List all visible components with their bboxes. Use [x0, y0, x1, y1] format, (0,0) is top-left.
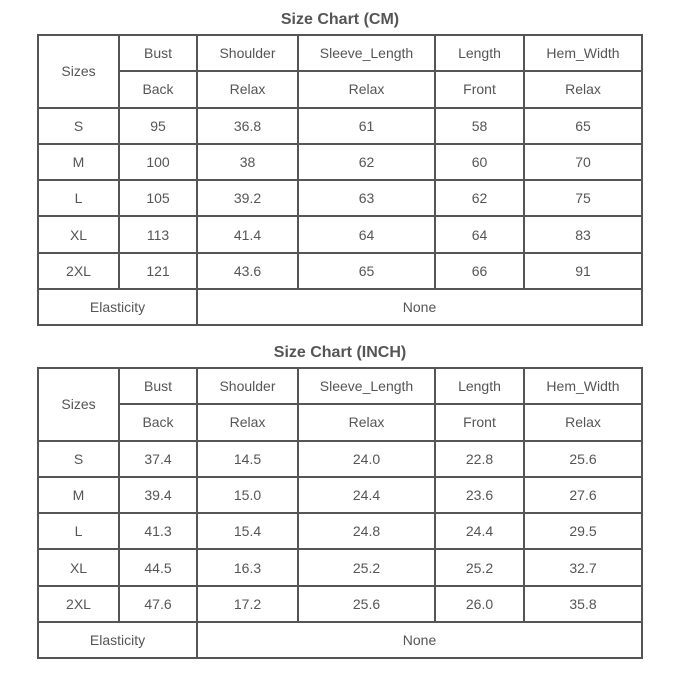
measure-header-cell: Length — [435, 35, 524, 71]
measurement-cell: 105 — [119, 180, 197, 216]
fit-note-cell: Relax — [524, 71, 642, 107]
measurement-cell: 66 — [435, 253, 524, 289]
measurement-cell: 17.2 — [197, 586, 298, 622]
measurement-cell: 41.4 — [197, 216, 298, 252]
measurement-cell: 62 — [435, 180, 524, 216]
table-row — [38, 108, 642, 144]
measurement-cell: 64 — [298, 216, 435, 252]
measure-header-cell: Bust — [119, 368, 197, 404]
measurement-cell: 63 — [298, 180, 435, 216]
measurement-cell: 27.6 — [524, 477, 642, 513]
table-row — [38, 180, 642, 216]
size-label-cell: L — [38, 180, 119, 216]
measurement-cell: 22.8 — [435, 441, 524, 477]
table-row — [38, 253, 642, 289]
measurement-cell: 26.0 — [435, 586, 524, 622]
measure-header-cell: Sleeve_Length — [298, 35, 435, 71]
table-row — [38, 586, 642, 622]
fit-note-cell: Relax — [298, 404, 435, 440]
measurement-cell: 95 — [119, 108, 197, 144]
table-row — [38, 144, 642, 180]
size-chart-inch-title: Size Chart (INCH) — [273, 344, 407, 361]
measurement-cell: 24.4 — [298, 477, 435, 513]
fit-note-cell: Relax — [197, 71, 298, 107]
measurement-cell: 15.4 — [197, 513, 298, 549]
header-row-measures — [38, 35, 642, 71]
measurement-cell: 25.2 — [298, 549, 435, 585]
size-label-cell: XL — [38, 216, 119, 252]
fit-note-cell: Relax — [524, 404, 642, 440]
table-row — [38, 441, 642, 477]
elasticity-label-cell: Elasticity — [38, 289, 197, 325]
measure-header-cell: Length — [435, 368, 524, 404]
measurement-cell: 25.6 — [524, 441, 642, 477]
fit-note-cell: Relax — [298, 71, 435, 107]
fit-note-cell: Front — [435, 71, 524, 107]
measurement-cell: 32.7 — [524, 549, 642, 585]
measurement-cell: 60 — [435, 144, 524, 180]
measurement-cell: 43.6 — [197, 253, 298, 289]
measurement-cell: 25.2 — [435, 549, 524, 585]
table-row — [38, 477, 642, 513]
measurement-cell: 39.2 — [197, 180, 298, 216]
size-label-cell: M — [38, 144, 119, 180]
size-label-cell: L — [38, 513, 119, 549]
measurement-cell: 35.8 — [524, 586, 642, 622]
measurement-cell: 47.6 — [119, 586, 197, 622]
measure-header-cell: Hem_Width — [524, 35, 642, 71]
header-row-fit-notes — [38, 71, 642, 107]
elasticity-value-cell: None — [197, 622, 642, 658]
measurement-cell: 65 — [298, 253, 435, 289]
elasticity-label-cell: Elasticity — [38, 622, 197, 658]
measurement-cell: 100 — [119, 144, 197, 180]
measurement-cell: 58 — [435, 108, 524, 144]
measure-header-cell: Shoulder — [197, 35, 298, 71]
measure-header-cell: Shoulder — [197, 368, 298, 404]
table-row — [38, 216, 642, 252]
size-label-cell: M — [38, 477, 119, 513]
size-chart-inch-table — [37, 367, 643, 659]
table-row — [38, 513, 642, 549]
measurement-cell: 24.8 — [298, 513, 435, 549]
size-label-cell: S — [38, 108, 119, 144]
measurement-cell: 38 — [197, 144, 298, 180]
measurement-cell: 44.5 — [119, 549, 197, 585]
measurement-cell: 24.0 — [298, 441, 435, 477]
size-label-cell: 2XL — [38, 253, 119, 289]
measurement-cell: 23.6 — [435, 477, 524, 513]
measurement-cell: 39.4 — [119, 477, 197, 513]
size-label-cell: 2XL — [38, 586, 119, 622]
size-chart-cm-title: Size Chart (CM) — [280, 11, 400, 28]
measurement-cell: 41.3 — [119, 513, 197, 549]
sizes-header-cell: Sizes — [38, 368, 119, 441]
size-chart-cm-table — [37, 34, 643, 326]
size-label-cell: S — [38, 441, 119, 477]
elasticity-row — [38, 622, 642, 658]
fit-note-cell: Back — [119, 71, 197, 107]
size-label-cell: XL — [38, 549, 119, 585]
measurement-cell: 61 — [298, 108, 435, 144]
measurement-cell: 37.4 — [119, 441, 197, 477]
measurement-cell: 15.0 — [197, 477, 298, 513]
measure-header-cell: Bust — [119, 35, 197, 71]
measurement-cell: 83 — [524, 216, 642, 252]
measurement-cell: 65 — [524, 108, 642, 144]
fit-note-cell: Back — [119, 404, 197, 440]
header-row-measures — [38, 368, 642, 404]
measurement-cell: 75 — [524, 180, 642, 216]
fit-note-cell: Front — [435, 404, 524, 440]
measurement-cell: 25.6 — [298, 586, 435, 622]
measure-header-cell: Hem_Width — [524, 368, 642, 404]
measurement-cell: 64 — [435, 216, 524, 252]
measurement-cell: 24.4 — [435, 513, 524, 549]
measurement-cell: 29.5 — [524, 513, 642, 549]
measurement-cell: 36.8 — [197, 108, 298, 144]
measurement-cell: 91 — [524, 253, 642, 289]
fit-note-cell: Relax — [197, 404, 298, 440]
header-row-fit-notes — [38, 404, 642, 440]
table-row — [38, 549, 642, 585]
measurement-cell: 16.3 — [197, 549, 298, 585]
measurement-cell: 121 — [119, 253, 197, 289]
measurement-cell: 70 — [524, 144, 642, 180]
measurement-cell: 14.5 — [197, 441, 298, 477]
measurement-cell: 62 — [298, 144, 435, 180]
measure-header-cell: Sleeve_Length — [298, 368, 435, 404]
sizes-header-cell: Sizes — [38, 35, 119, 108]
elasticity-value-cell: None — [197, 289, 642, 325]
elasticity-row — [38, 289, 642, 325]
measurement-cell: 113 — [119, 216, 197, 252]
